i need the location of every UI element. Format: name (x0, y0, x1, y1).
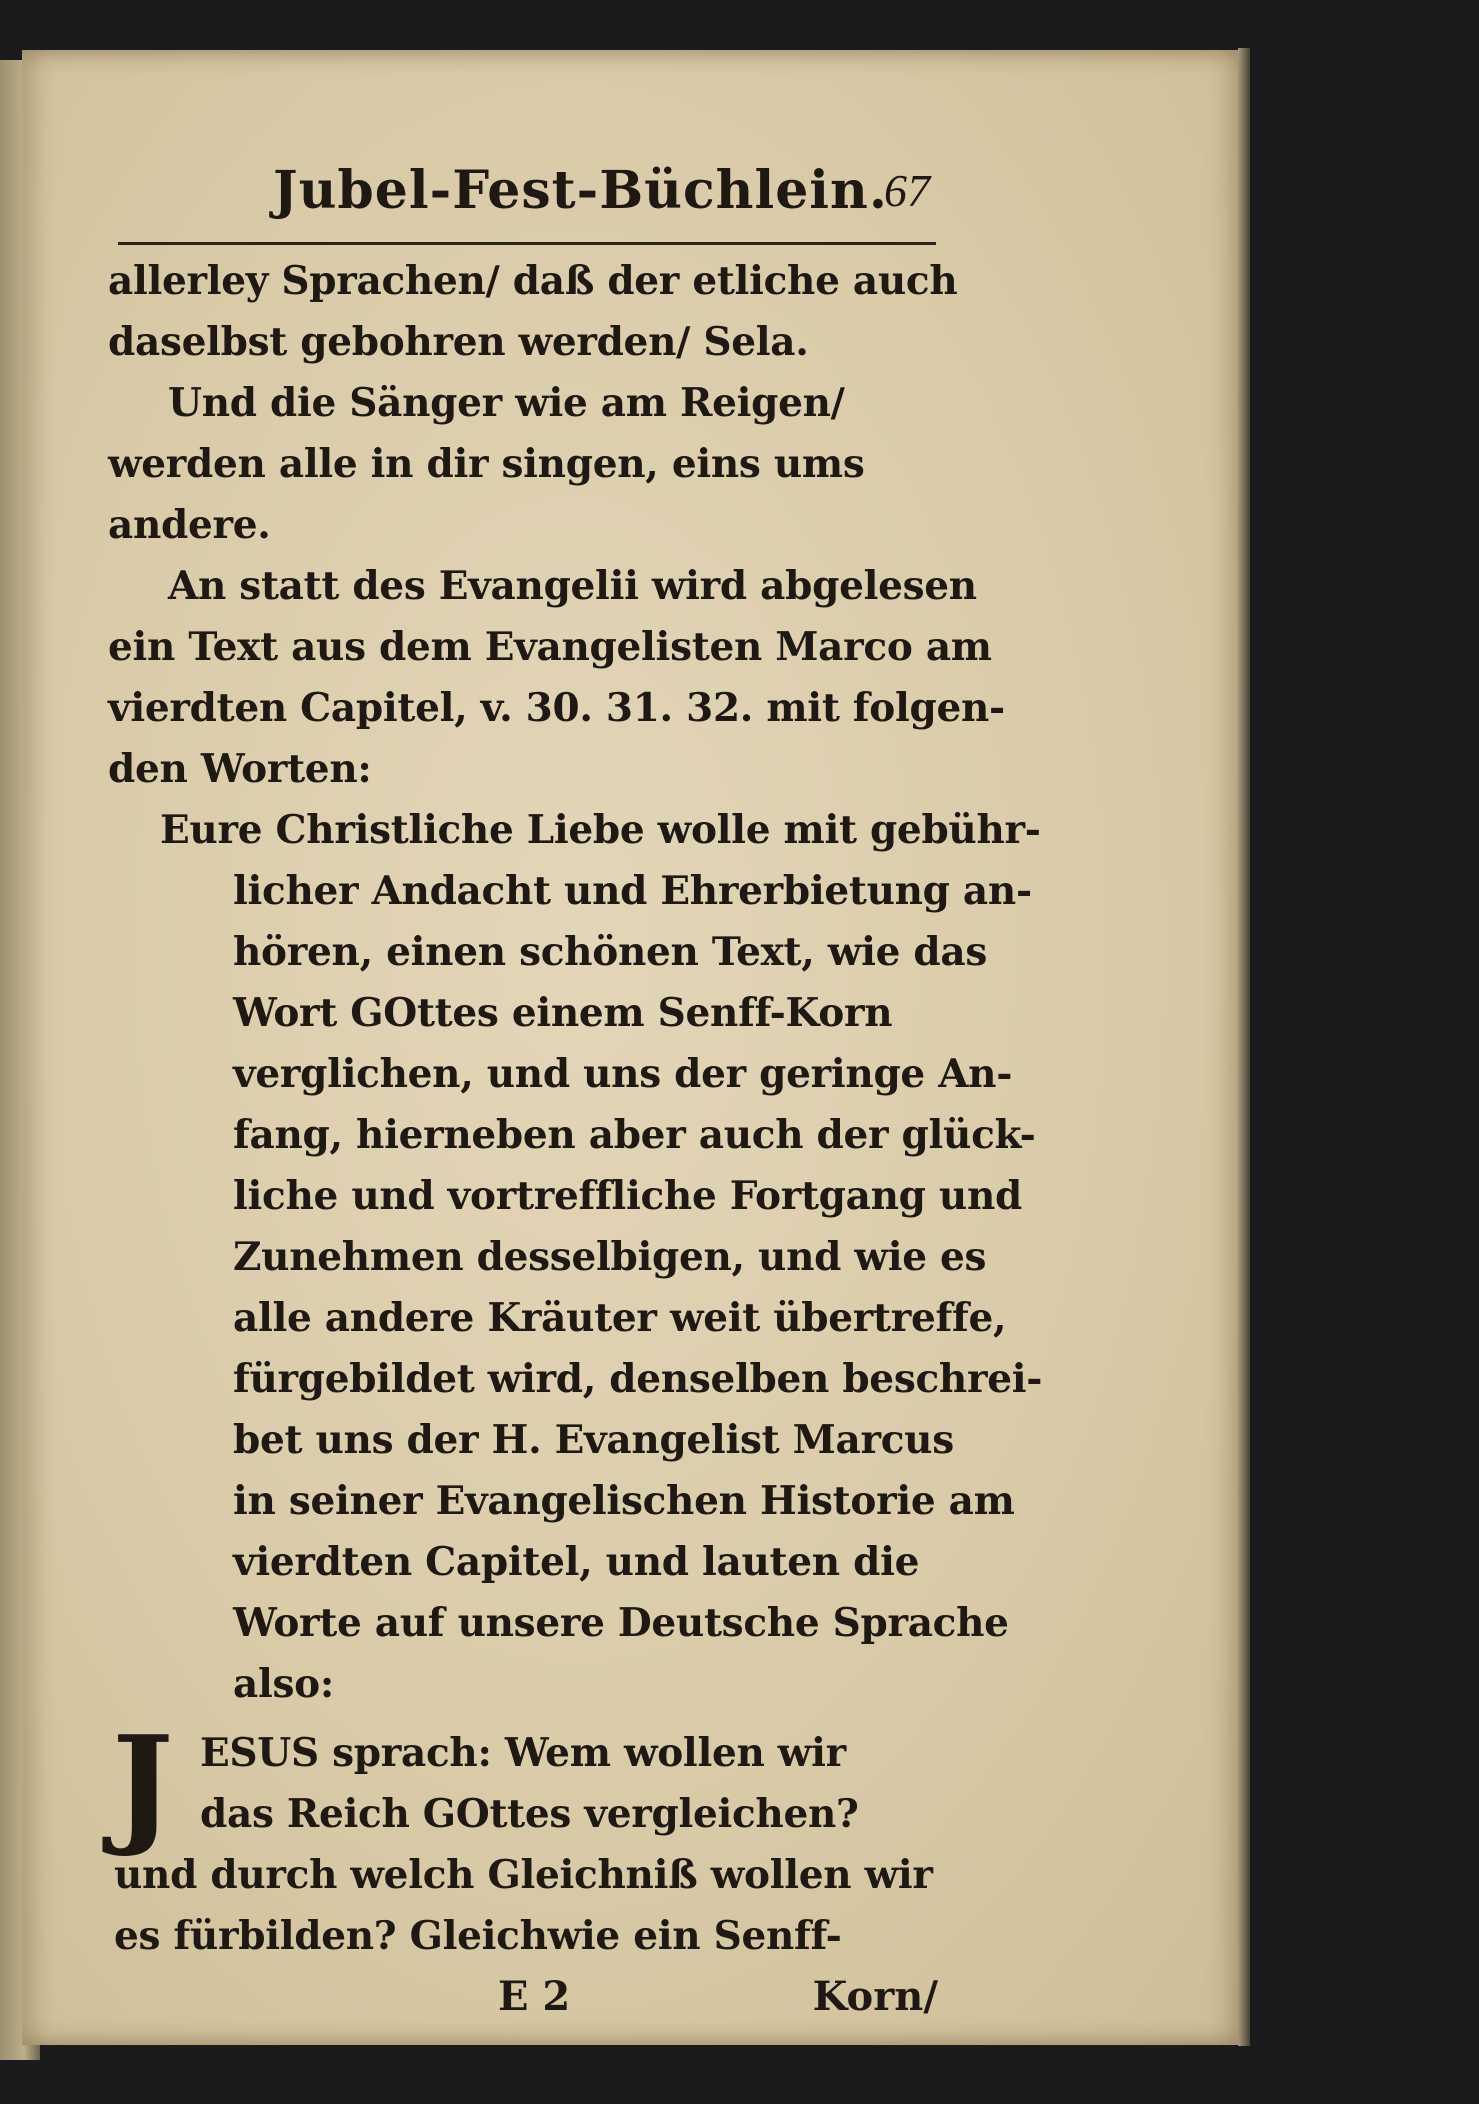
quote-line: alle andere Kräuter weit übertreffe, (233, 1295, 1007, 1341)
page-footer (108, 1967, 938, 2027)
gospel-line: es fürbilden? Gleichwie ein Senff- (114, 1913, 842, 1959)
page-number: 67 (884, 165, 930, 216)
quote-line: bet uns der H. Evangelist Marcus (233, 1417, 954, 1463)
quote-line: hören, einen schönen Text, wie das (233, 929, 987, 975)
text-line: An statt des Evangelii wird abgelesen (168, 563, 977, 609)
gospel-line: ESUS sprach: Wem wollen wir (200, 1730, 846, 1776)
text-line: allerley Sprachen/ daß der etliche auch (108, 258, 958, 304)
running-title: Jubel-Fest-Büchlein. (273, 160, 888, 221)
gospel-line: und durch welch Gleichniß wollen wir (114, 1852, 933, 1898)
quote-line: Eure Christliche Liebe wolle mit gebühr- (160, 807, 1041, 853)
text-line: vierdten Capitel, v. 30. 31. 32. mit folgen- (108, 685, 1005, 731)
quote-line: vierdten Capitel, und lauten die (233, 1539, 920, 1585)
drop-cap: J (112, 1707, 174, 1860)
gospel-passage (108, 1707, 938, 1967)
quote-line: fürgebildet wird, denselben beschrei- (233, 1356, 1043, 1402)
text-block (108, 150, 1043, 2027)
quote-line: liche und vortreffliche Fortgang und (233, 1173, 1023, 1219)
page-fore-edge (1238, 48, 1250, 2046)
signature-mark: E 2 (498, 1973, 571, 2020)
running-head (108, 150, 938, 242)
text-line: ein Text aus dem Evangelisten Marco am (108, 624, 992, 670)
text-line: daselbst gebohren werden/ Sela. (108, 319, 809, 365)
quote-line: in seiner Evangelischen Historie am (233, 1478, 1015, 1524)
text-line: andere. (108, 502, 271, 548)
quote-line: also: (233, 1661, 334, 1707)
quote-line: Worte auf unsere Deutsche Sprache (233, 1600, 1009, 1646)
text-line: werden alle in dir singen, eins ums (108, 441, 865, 487)
header-rule (118, 242, 936, 245)
quote-line: Wort GOttes einem Senff-Korn (233, 990, 893, 1036)
quote-line: verglichen, und uns der geringe An- (233, 1051, 1013, 1097)
quote-line: licher Andacht und Ehrerbietung an- (233, 868, 1032, 914)
catchword: Korn/ (812, 1973, 938, 2020)
gospel-line: das Reich GOttes vergleichen? (200, 1791, 859, 1837)
quote-line: fang, hierneben aber auch der glück- (233, 1112, 1036, 1158)
quote-line: Zunehmen desselbigen, und wie es (233, 1234, 987, 1280)
text-line: den Worten: (108, 746, 372, 792)
text-line: Und die Sänger wie am Reigen/ (168, 380, 845, 426)
